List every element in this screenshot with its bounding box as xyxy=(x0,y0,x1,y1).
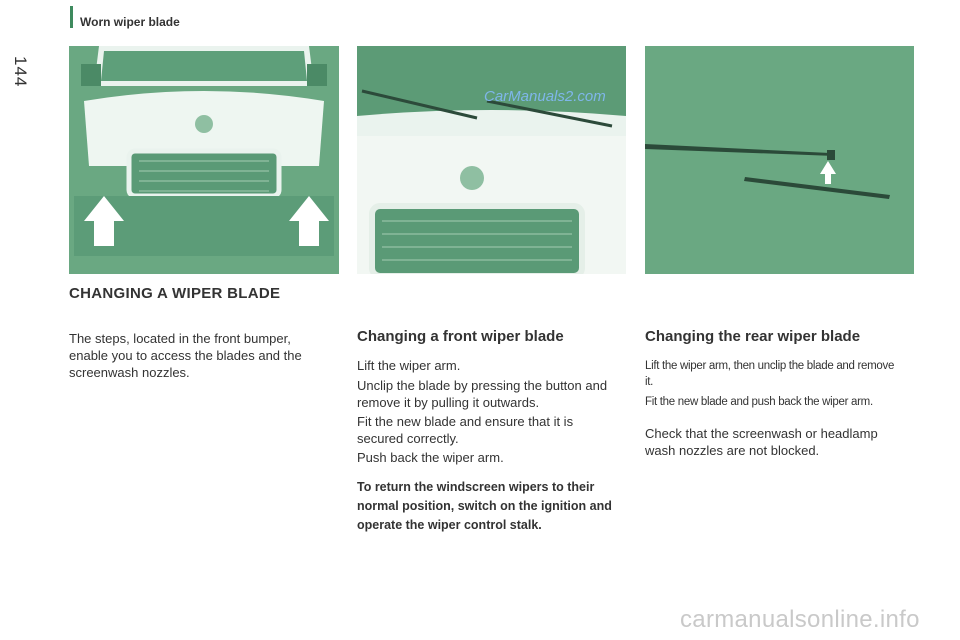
front-step-2: Unclip the blade by pressing the button and remove it by pulling it outwards. xyxy=(357,378,608,410)
van-front-bumper-photo xyxy=(69,46,339,274)
section-heading-changing-wiper-blade: CHANGING A WIPER BLADE xyxy=(69,285,281,302)
footer-watermark: carmanualsonline.info xyxy=(680,606,920,633)
front-step-3: Fit the new blade and ensure that it is secured correctly. xyxy=(357,414,574,446)
front-step-4: Push back the wiper arm. xyxy=(357,450,504,465)
rear-step-1: Lift the wiper arm, then unclip the blade and remove it. xyxy=(645,360,895,388)
photo-watermark: CarManuals2.com xyxy=(484,88,606,105)
rear-wiper-blade-photo xyxy=(645,46,914,274)
front-step-1: Lift the wiper arm. xyxy=(357,358,461,373)
intro-paragraph: The steps, located in the front bumper, enable you to access the blades and the screenwash nozzles. xyxy=(69,331,302,380)
front-wiper-note: To return the windscreen wipers to their normal position, switch on the ignition and operate the wiper control stalk. xyxy=(357,480,612,532)
page-header-title: Worn wiper blade xyxy=(80,15,180,29)
van-windscreen-wiper-photo xyxy=(357,46,626,274)
page-number: 144 xyxy=(11,56,30,88)
header-accent-bar xyxy=(70,6,73,28)
rear-step-2: Fit the new blade and push back the wiper arm. xyxy=(645,396,873,408)
front-wiper-heading: Changing a front wiper blade xyxy=(357,328,564,345)
rear-wiper-heading: Changing the rear wiper blade xyxy=(645,328,861,345)
check-nozzles-paragraph: Check that the screenwash or headlamp wash nozzles are not blocked. xyxy=(645,426,878,458)
